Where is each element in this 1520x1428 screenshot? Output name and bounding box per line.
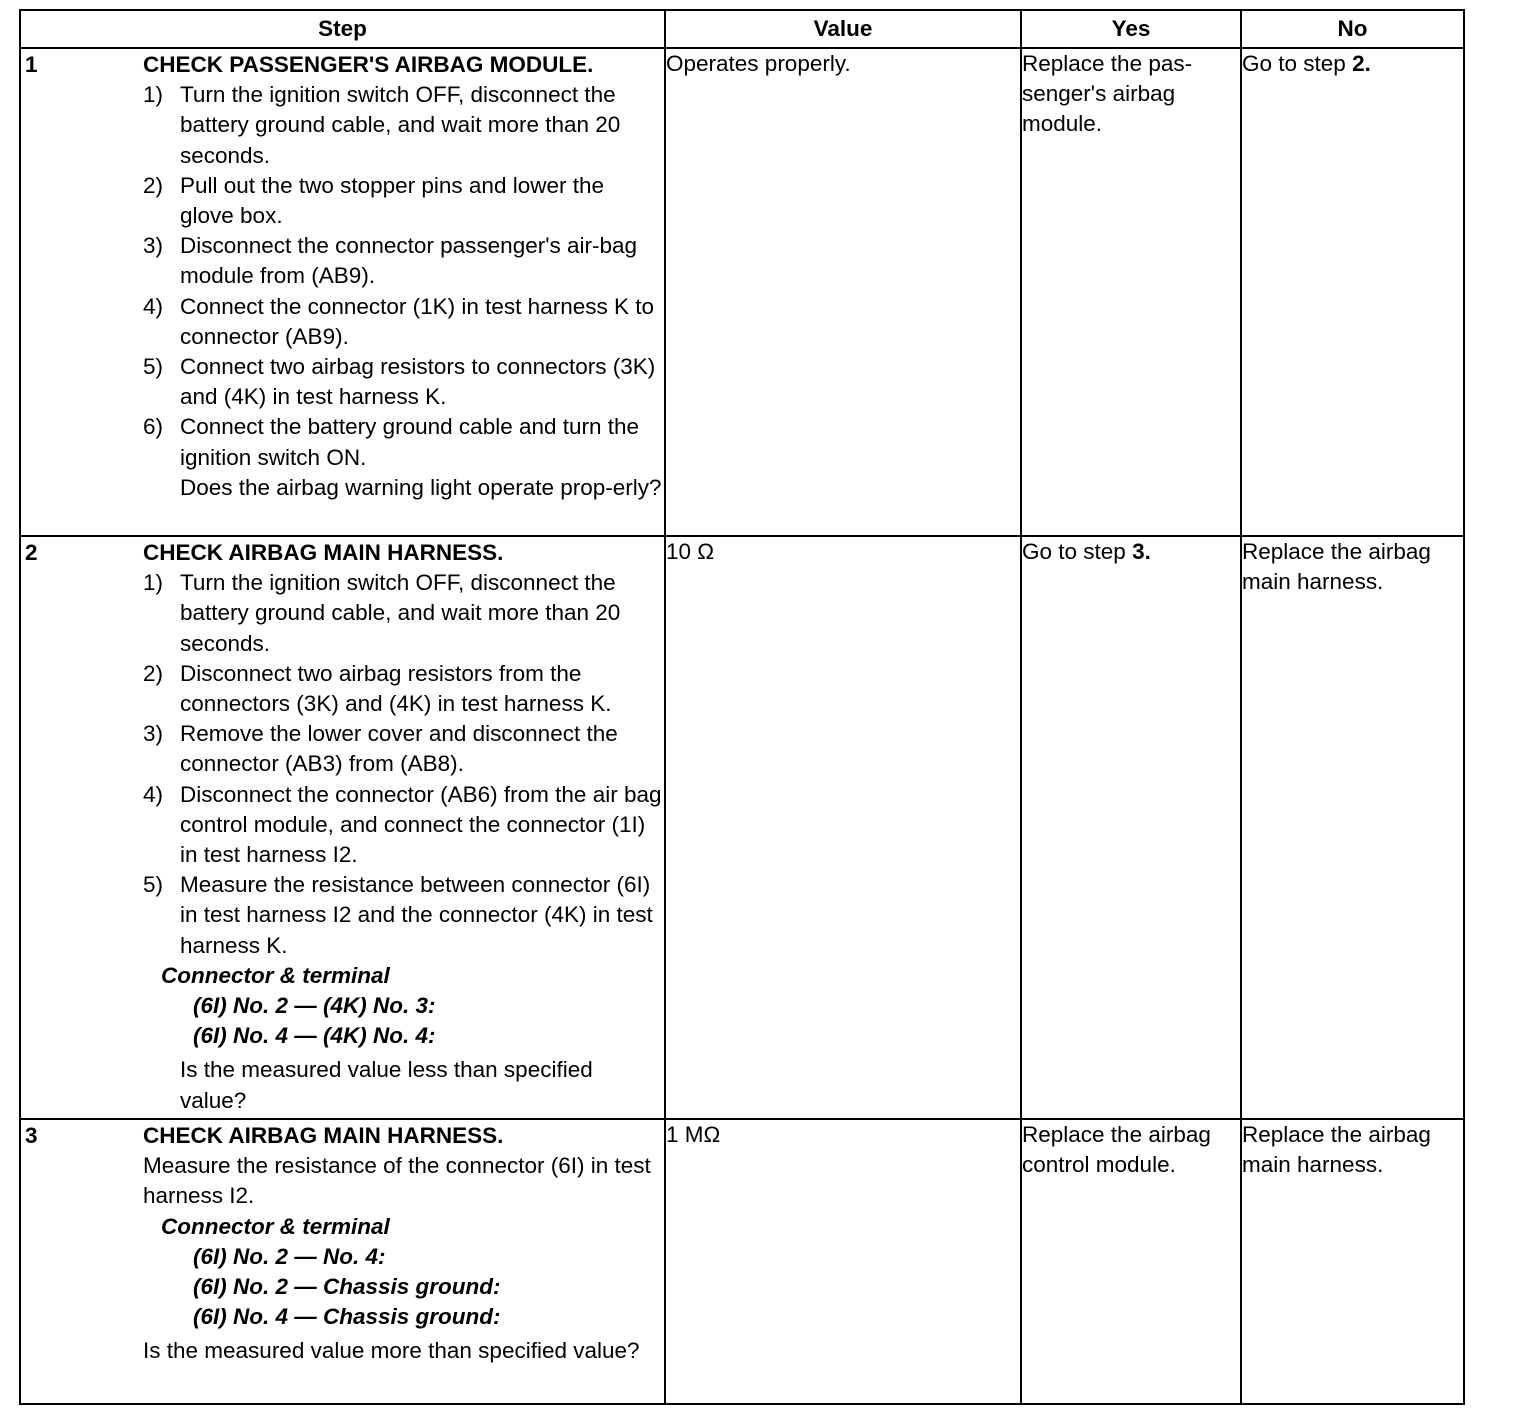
- step-cell: [20, 536, 665, 1119]
- header-value: Value: [665, 10, 1021, 48]
- header-no: No: [1241, 10, 1464, 48]
- yes-cell: Go to step 3.: [1021, 536, 1241, 1119]
- connector-item: (6I) No. 4 — Chassis ground:: [193, 1304, 501, 1330]
- step-title: CHECK AIRBAG MAIN HARNESS.: [143, 1123, 504, 1148]
- table-row: [20, 48, 1464, 536]
- step-title: CHECK AIRBAG MAIN HARNESS.: [143, 540, 504, 565]
- substep: 2) Pull out the two stopper pins and lower the glove box.: [143, 172, 605, 229]
- value-cell: Operates properly.: [665, 48, 1021, 536]
- connector-heading: Connector & terminal: [161, 962, 390, 988]
- no-cell: Replace the airbag main harness.: [1241, 1119, 1464, 1404]
- substep-list: [143, 568, 662, 961]
- substep: 3) Remove the lower cover and disconnect the connector (AB3) from (AB8).: [143, 721, 618, 777]
- substep: 4) Connect the connector (1K) in test harness K to connector (AB9).: [143, 293, 655, 349]
- substep: 4) Disconnect the connector (AB6) from the air bag control module, and connect the connector (1I) in test harness I2.: [143, 781, 662, 868]
- substep: 3) Disconnect the connector passenger's air-bag module from (AB9).: [143, 233, 638, 289]
- yes-cell: Replace the airbag control module.: [1021, 1119, 1241, 1404]
- step-number: 1: [25, 52, 38, 77]
- value-cell: 10 Ω: [665, 536, 1021, 1119]
- connector-block: [143, 1212, 662, 1333]
- header-step: Step: [20, 10, 665, 48]
- step-title: CHECK PASSENGER'S AIRBAG MODULE.: [143, 52, 594, 77]
- no-cell: Go to step 2.: [1241, 48, 1464, 536]
- step-number: 2: [25, 540, 38, 565]
- step-intro: Measure the resistance of the connector (6I) in test harness I2.: [143, 1153, 651, 1209]
- substep: 5) Measure the resistance between connector (6I) in test harness I2 and the connector (4K) in test harness K.: [143, 872, 653, 958]
- step-reference: 2.: [1352, 51, 1371, 76]
- connector-item: (6I) No. 2 — No. 4:: [193, 1243, 386, 1269]
- connector-item: (6I) No. 2 — Chassis ground:: [193, 1274, 501, 1300]
- step-cell: [20, 48, 665, 536]
- connector-item: (6I) No. 4 — (4K) No. 4:: [193, 1023, 436, 1049]
- substep: 5) Connect two airbag resistors to connectors (3K) and (4K) in test harness K.: [143, 354, 656, 410]
- no-cell: Replace the airbag main harness.: [1241, 536, 1464, 1119]
- step-cell: [20, 1119, 665, 1404]
- step-question: Is the measured value more than specified value?: [143, 1338, 640, 1364]
- step-number: 3: [25, 1123, 38, 1148]
- table-row: [20, 1119, 1464, 1404]
- connector-block: [143, 961, 662, 1052]
- header-yes: Yes: [1021, 10, 1241, 48]
- value-cell: 1 MΩ: [665, 1119, 1021, 1404]
- substep: 1) Turn the ignition switch OFF, disconnect the battery ground cable, and wait more than 20 seconds.: [143, 82, 621, 168]
- substep-list: [143, 80, 662, 473]
- header-row: [20, 10, 1464, 48]
- connector-heading: Connector & terminal: [161, 1213, 390, 1239]
- substep: 6) Connect the battery ground cable and turn the ignition switch ON.: [143, 414, 640, 470]
- step-question: Is the measured value less than specified value?: [180, 1057, 593, 1113]
- yes-cell: Replace the pas-senger's airbag module.: [1021, 48, 1241, 536]
- connector-item: (6I) No. 2 — (4K) No. 3:: [193, 993, 436, 1019]
- step-question: Does the airbag warning light operate prop-erly?: [180, 474, 662, 500]
- substep: 1) Turn the ignition switch OFF, disconnect the battery ground cable, and wait more than 20 seconds.: [143, 570, 621, 656]
- step-reference: 3.: [1132, 539, 1151, 564]
- substep: 2) Disconnect two airbag resistors from the connectors (3K) and (4K) in test harness K.: [143, 660, 612, 717]
- diagnostic-table: [19, 9, 1465, 1405]
- table-row: [20, 536, 1464, 1119]
